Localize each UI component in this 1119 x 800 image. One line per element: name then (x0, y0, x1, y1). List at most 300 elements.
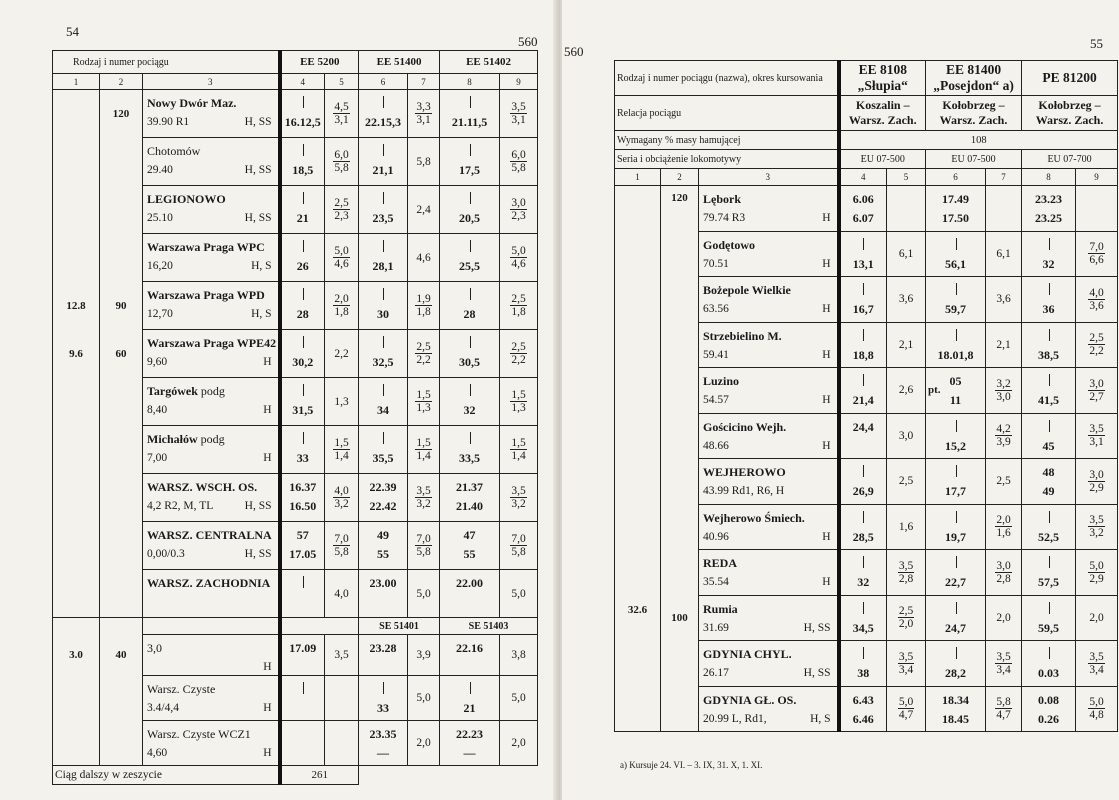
time-value: 32 (1042, 256, 1055, 271)
speed-fraction: $\frac{2,5}{2,2}$ (1089, 332, 1104, 358)
station-name: Bożepole Wielkie (703, 283, 791, 297)
speed-cell (325, 186, 359, 234)
time-value: 38 (857, 666, 870, 680)
pass-bar (956, 238, 957, 250)
time-value-2: 18.45 (942, 711, 970, 726)
speed-cell (887, 231, 926, 277)
pass-bar (470, 96, 471, 108)
table-row (53, 234, 538, 282)
speed-cell (408, 282, 440, 330)
col-2 (100, 721, 143, 766)
time-value-2: 6.46 (852, 711, 874, 726)
speed-fraction: 2,0 (996, 611, 1011, 624)
running-number: 560 (564, 44, 584, 59)
speed-fraction: 2,5 (898, 475, 914, 488)
station-code: H (822, 439, 831, 452)
speed-fraction: 6,1 (996, 247, 1011, 260)
pass-bar (863, 374, 864, 386)
station-name: Targówek podg (147, 384, 225, 398)
station-cell (143, 234, 280, 282)
station-cell (699, 368, 839, 414)
time-value: 34 (377, 403, 390, 417)
speed-value: 120 (671, 192, 688, 204)
time-cell (280, 721, 325, 766)
pass-bar (956, 556, 957, 568)
speed-fraction: $\frac{3,5}{3,1}$ (511, 101, 526, 126)
time-value: 22,7 (945, 575, 967, 589)
footnote: a) Kursuje 24. VI. – 3. IX, 31. X, 1. XI. (620, 760, 763, 770)
station-cell (143, 426, 280, 474)
timetable-left (52, 50, 538, 785)
speed-cell (887, 186, 926, 232)
table-row (53, 138, 538, 186)
time-cell (926, 686, 986, 732)
speed-fraction: $\frac{1,9}{1,8}$ (416, 293, 431, 318)
table-row (615, 186, 1118, 232)
pass-bar (470, 384, 471, 396)
column-number: 2 (661, 169, 699, 186)
station-name: Gościcino Wejh. (703, 419, 787, 434)
speed-cell (325, 426, 359, 474)
pass-bar (303, 384, 304, 396)
time-cell (1022, 231, 1076, 277)
speed-cell (408, 635, 440, 676)
station-cell (699, 550, 839, 596)
column-number: 4 (839, 169, 887, 186)
speed-cell (887, 550, 926, 596)
station-km: 48.66 (703, 439, 729, 452)
station-km: 54.57 (703, 394, 729, 406)
speed-fraction: $\frac{1,5}{1,4}$ (416, 437, 431, 462)
station-code: H (822, 576, 831, 588)
time-value: 52,5 (1038, 529, 1060, 544)
pass-bar (383, 432, 384, 444)
time-value-2: 11 (949, 393, 962, 407)
pass-bar (956, 465, 957, 477)
station-name: WEJHEROWO (703, 465, 786, 479)
time-value: 33 (296, 451, 309, 465)
speed-fraction: $\frac{5,0}{4,6}$ (511, 245, 526, 270)
time-value: 28,1 (372, 259, 394, 273)
speed-fraction: $\frac{2,0}{1,6}$ (996, 514, 1011, 540)
speed-cell (500, 138, 538, 186)
table-row (53, 330, 538, 378)
speed-cell (408, 138, 440, 186)
speed-fraction: 2,2 (334, 347, 349, 360)
time-value: 34,5 (852, 620, 874, 635)
speed-cell (408, 234, 440, 282)
station-code: H, S (251, 260, 272, 272)
col-1 (53, 522, 100, 570)
speed-fraction: 3,0 (898, 429, 914, 442)
speed-cell (1076, 231, 1118, 277)
time-value: 17,7 (945, 484, 967, 498)
time-value: 23.23 (1035, 192, 1063, 206)
station-km: 35.54 (703, 576, 729, 588)
speed-fraction: $\frac{4,5}{3,1}$ (334, 101, 349, 126)
station-km: 9,60 (147, 356, 168, 368)
time-value: 13,1 (852, 256, 874, 271)
speed-fraction: $\frac{3,5}{3,2}$ (416, 485, 431, 510)
time-cell (440, 234, 500, 282)
speed-fraction: $\frac{3,5}{3,1}$ (1089, 423, 1104, 449)
time-cell (440, 474, 500, 522)
table-row (53, 186, 538, 234)
speed-cell (500, 330, 538, 378)
pass-bar (863, 283, 864, 295)
pass-bar (1049, 602, 1050, 614)
time-cell (280, 378, 325, 426)
time-value: 17,5 (459, 163, 481, 177)
speed-fraction: 2,0 (511, 737, 526, 749)
pass-bar (863, 329, 864, 341)
time-cell (1022, 550, 1076, 596)
speed-fraction: $\frac{2,5}{2,0}$ (898, 605, 914, 631)
footer-text: Ciąg dalszy w zeszycie (53, 766, 280, 785)
time-cell (926, 459, 986, 505)
speed-fraction: 3,5 (334, 649, 349, 661)
station-name: GDYNIA CHYL. (703, 647, 792, 661)
time-value: 56,1 (945, 256, 967, 271)
train-header (1022, 61, 1118, 96)
station-code: H (263, 661, 272, 673)
time-cell (1022, 186, 1076, 232)
speed-cell (986, 186, 1022, 232)
speed-fraction: $\frac{3,5}{3,4}$ (1089, 650, 1104, 676)
gradient-value: 32.6 (627, 604, 648, 616)
station-km: 70.51 (703, 257, 729, 270)
station-code: H, SS (244, 212, 272, 224)
loco-series: EU 07-700 (1022, 150, 1118, 169)
time-cell (839, 641, 887, 687)
station-name: Warsz. Czyste (147, 682, 216, 696)
speed-cell (1076, 277, 1118, 323)
speed-fraction: 4,0 (334, 587, 349, 600)
time-value: 30,5 (459, 355, 481, 369)
pass-bar (1049, 511, 1050, 523)
station-cell (143, 282, 280, 330)
header-label: Rodzaj i numer pociągu (nazwa), okres kursowania (615, 61, 839, 96)
speed-fraction: 5,8 (416, 155, 431, 168)
speed-cell (986, 686, 1022, 732)
speed-fraction: $\frac{3,0}{2,8}$ (996, 559, 1011, 585)
time-value-2: 6.07 (852, 211, 874, 225)
speed-fraction: $\frac{3,5}{3,2}$ (511, 485, 526, 510)
time-cell (1022, 459, 1076, 505)
speed-cell (408, 570, 440, 618)
footer-number: 261 (280, 766, 359, 785)
station-cell (699, 641, 839, 687)
station-km: 12,70 (147, 308, 173, 320)
time-cell (280, 138, 325, 186)
time-cell (440, 186, 500, 234)
speed-cell (986, 322, 1022, 368)
column-number: 1 (615, 169, 661, 186)
time-cell (359, 234, 408, 282)
time-cell (280, 330, 325, 378)
pass-bar (956, 602, 957, 614)
speed-cell (500, 570, 538, 618)
speed-cell (325, 570, 359, 618)
col-2: 40 (100, 635, 143, 676)
speed-cell (325, 90, 359, 138)
time-value: 6.43 (852, 692, 874, 707)
station-km: 26.17 (703, 667, 729, 679)
station-cell (143, 676, 280, 721)
speed-fraction: $\frac{3,0}{2,7}$ (1089, 377, 1104, 403)
time-value: 32,5 (372, 355, 394, 369)
station-code: H, S (810, 712, 831, 725)
col-2 (661, 186, 699, 732)
se-label: SE 51401 (359, 618, 440, 635)
col-1 (53, 186, 100, 234)
station-name: WARSZ. WSCH. OS. (147, 480, 258, 494)
speed-cell (887, 595, 926, 641)
speed-fraction: 2,6 (898, 384, 914, 397)
time-cell (1022, 504, 1076, 550)
speed-fraction: $\frac{3,0}{2,9}$ (1089, 468, 1104, 494)
col-2 (100, 234, 143, 282)
station-cell (143, 721, 280, 766)
pass-bar (383, 288, 384, 300)
speed-cell (408, 721, 440, 766)
time-cell (280, 234, 325, 282)
station-code: H (822, 348, 831, 361)
pass-bar (470, 432, 471, 444)
speed-fraction: $\frac{2,5}{1,8}$ (511, 293, 526, 318)
speed-cell (887, 277, 926, 323)
station-cell (699, 186, 839, 232)
pass-bar (470, 336, 471, 348)
station-cell (699, 595, 839, 641)
station-code: H (822, 303, 831, 315)
time-cell (280, 635, 325, 676)
pass-bar (1049, 374, 1050, 386)
pass-bar (470, 240, 471, 252)
loco-series: EU 07-500 (839, 150, 926, 169)
station-name: 3,0 (147, 641, 162, 655)
se-label: SE 51403 (440, 618, 538, 635)
speed-cell (325, 676, 359, 721)
speed-fraction: $\frac{2,0}{1,8}$ (334, 293, 349, 318)
stop-mark: pt. (928, 384, 941, 396)
station-km: 39.90 R1 (147, 116, 190, 128)
time-cell (440, 522, 500, 570)
time-cell (280, 426, 325, 474)
pass-bar (1049, 647, 1050, 659)
speed-fraction: $\frac{6,0}{5,8}$ (511, 149, 526, 174)
speed-fraction: 5,0 (511, 587, 526, 600)
speed-fraction: 4,6 (416, 251, 431, 264)
pass-bar (1049, 238, 1050, 250)
speed-cell (1076, 595, 1118, 641)
time-value: 57,5 (1038, 575, 1060, 589)
column-number: 8 (440, 74, 500, 90)
time-cell (359, 378, 408, 426)
time-value-2: 55 (377, 547, 390, 561)
col-2 (100, 138, 143, 186)
station-km: 8,40 (147, 404, 168, 416)
train-relation: Kołobrzeg – Warsz. Zach. (1022, 96, 1118, 131)
speed-cell (500, 282, 538, 330)
speed-cell (1076, 459, 1118, 505)
time-value: 22.16 (456, 641, 484, 655)
time-value: 41,5 (1038, 393, 1060, 407)
train-header (839, 61, 926, 96)
speed-fraction: 1,6 (898, 520, 914, 533)
station-code: H (263, 747, 272, 759)
time-cell (440, 635, 500, 676)
time-cell (359, 570, 408, 618)
time-cell (359, 635, 408, 676)
station-name: Nowy Dwór Maz. (147, 96, 237, 110)
time-value: 21 (463, 701, 476, 715)
pass-bar (1049, 556, 1050, 568)
station-cell (143, 474, 280, 522)
pass-bar (383, 240, 384, 252)
station-cell (143, 138, 280, 186)
time-cell (440, 721, 500, 766)
time-value: 24,4 (852, 419, 874, 434)
time-value: 23.28 (369, 641, 397, 655)
time-value: 0.03 (1038, 666, 1060, 680)
speed-cell (408, 378, 440, 426)
speed-cell (325, 282, 359, 330)
time-cell (1022, 322, 1076, 368)
speed-cell (325, 138, 359, 186)
time-value: 21,4 (852, 393, 874, 407)
speed-fraction: $\frac{3,3}{3,1}$ (416, 101, 431, 126)
time-value: 32 (463, 403, 476, 417)
pass-bar (863, 647, 864, 659)
speed-cell (325, 474, 359, 522)
col-2 (100, 570, 143, 618)
speed-cell (500, 522, 538, 570)
time-cell (359, 186, 408, 234)
pass-bar (303, 682, 304, 694)
table-row (53, 474, 538, 522)
speed-fraction: 1,3 (334, 395, 349, 408)
station-cell (143, 330, 280, 378)
pass-bar (303, 96, 304, 108)
time-value: 28,2 (945, 666, 967, 680)
loco-label: Seria i obciążenie lokomotywy (615, 150, 839, 169)
time-cell (839, 277, 887, 323)
time-value: 57 (296, 528, 309, 542)
station-km: 3.4/4,4 (147, 702, 179, 714)
loco-series: EU 07-500 (926, 150, 1022, 169)
speed-cell (1076, 550, 1118, 596)
time-cell (926, 277, 986, 323)
time-cell (926, 595, 986, 641)
station-name: Wejherowo Śmiech. (703, 510, 805, 525)
speed-cell (500, 426, 538, 474)
time-value: 32 (857, 575, 870, 589)
pass-bar (863, 238, 864, 250)
time-cell (440, 378, 500, 426)
speed-fraction: $\frac{2,5}{2,3}$ (334, 197, 349, 222)
time-cell (839, 686, 887, 732)
time-cell (839, 322, 887, 368)
time-cell (359, 721, 408, 766)
col-2: 90 (100, 282, 143, 330)
time-value: 59,5 (1038, 620, 1060, 635)
pass-bar (863, 511, 864, 523)
speed-cell (325, 635, 359, 676)
speed-fraction: 2,5 (996, 475, 1011, 488)
station-code: H (263, 702, 272, 714)
time-cell (1022, 686, 1076, 732)
station-code: H (822, 530, 831, 543)
speed-fraction: $\frac{4,0}{3,6}$ (1089, 286, 1104, 312)
time-value: 18.34 (942, 692, 970, 707)
speed-cell (986, 413, 1022, 459)
speed-fraction: $\frac{3,5}{3,4}$ (996, 650, 1011, 676)
time-cell (839, 368, 887, 414)
speed-cell (500, 186, 538, 234)
time-value-2: 0.26 (1038, 711, 1060, 726)
speed-cell (986, 459, 1022, 505)
time-value: 21.37 (456, 480, 484, 494)
header-label: Rodzaj i numer pociągu (53, 51, 280, 74)
speed-cell (1076, 504, 1118, 550)
time-value-2: 17.05 (289, 547, 317, 561)
time-value: 21.11,5 (451, 115, 488, 129)
time-cell (839, 231, 887, 277)
col-2 (100, 522, 143, 570)
station-name: Luzino (703, 374, 740, 388)
speed-fraction: $\frac{7,0}{5,8}$ (334, 533, 349, 558)
column-number: 6 (926, 169, 986, 186)
speed-fraction: $\frac{2,5}{2,2}$ (511, 341, 526, 366)
time-value: 21,1 (372, 163, 394, 177)
speed-fraction: $\frac{7,0}{5,8}$ (416, 533, 431, 558)
time-cell (440, 138, 500, 186)
col-2 (100, 676, 143, 721)
table-row (53, 426, 538, 474)
time-cell (926, 231, 986, 277)
brake-label: Wymagany % masy hamującej (615, 131, 839, 150)
time-value: 25,5 (459, 259, 481, 273)
time-value: 28 (296, 307, 309, 321)
time-value: 24,7 (945, 620, 967, 635)
station-code: H, SS (244, 116, 272, 128)
table-row (53, 635, 538, 676)
station-code: H, SS (803, 621, 831, 634)
station-cell (143, 570, 280, 618)
time-value: 26,9 (852, 484, 874, 498)
time-cell (839, 413, 887, 459)
col-2 (100, 474, 143, 522)
speed-cell (887, 368, 926, 414)
col-2: 120 (100, 90, 143, 138)
table-row (53, 90, 538, 138)
pass-bar (303, 432, 304, 444)
pass-bar (470, 144, 471, 156)
station-name: LEGIONOWO (147, 192, 226, 206)
speed-fraction: 6,1 (898, 247, 914, 260)
speed-cell (1076, 368, 1118, 414)
pass-bar (383, 336, 384, 348)
speed-cell (986, 641, 1022, 687)
time-cell (359, 138, 408, 186)
time-value: 49 (377, 528, 390, 542)
time-value: 16.37 (289, 480, 317, 494)
time-cell (440, 330, 500, 378)
column-number: 5 (325, 74, 359, 90)
station-code: H, SS (244, 164, 272, 176)
time-value: 35,5 (372, 451, 394, 465)
